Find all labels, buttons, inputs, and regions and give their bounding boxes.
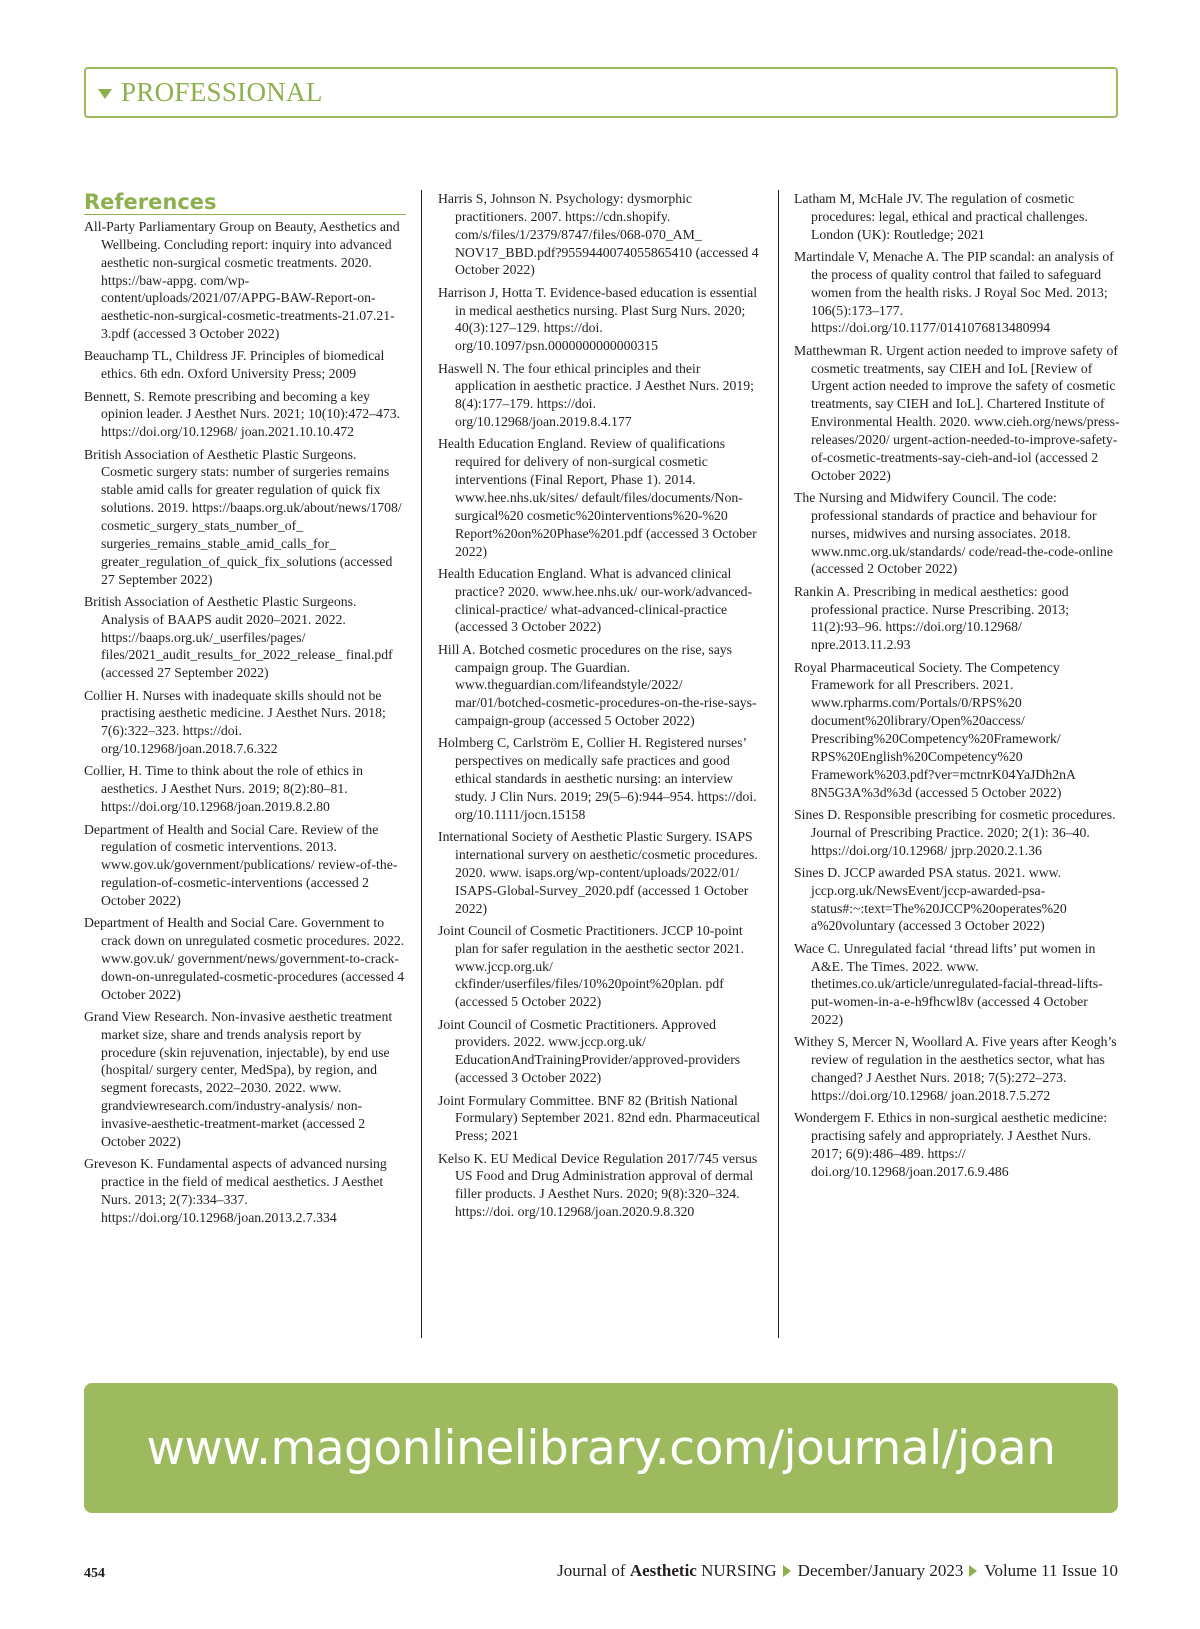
reference-entry: Sines D. JCCP awarded PSA status. 2021. www. jccp.org.uk/NewsEvent/jccp-awarded-psa-status#:~:text=The%20JCCP%20operates%20 a%20voluntary (accessed 3 October 2022)	[794, 864, 1067, 934]
triangle-right-icon	[783, 1565, 791, 1577]
reference-column-3	[794, 190, 1120, 1185]
reference-entry: Collier, H. Time to think about the role of ethics in aesthetics. J Aesthet Nurs. 2019; 8(2):80–81. https://doi.org/10.12968/joan.2019.8.2.80	[84, 763, 364, 815]
reference-entry: Holmberg C, Carlström E, Collier H. Registered nurses’ perspectives on medically safe practices and good ethical standards in aesthetic nursing: an interview study. J Clin Nurs. 2019; 29(5–6):944–954. https://doi. org/10.1111/jocn.15158	[438, 735, 757, 822]
page-number: 454	[84, 1566, 105, 1581]
reference-entry: Rankin A. Prescribing in medical aesthetics: good professional practice. Nurse Prescribing. 2013; 11(2):93–96. https://doi.org/10.12968/ npre.2013.11.2.93	[794, 583, 1070, 653]
reference-entry: Joint Council of Cosmetic Practitioners. Approved providers. 2022. www.jccp.org.uk/ EducationAndTrainingProvider/approved-providers (accessed 3 October 2022)	[438, 1016, 741, 1086]
journal-footer	[557, 1561, 1118, 1581]
reference-entry: Sines D. Responsible prescribing for cosmetic procedures. Journal of Prescribing Practice. 2020; 2(1): 36–40. https://doi.org/10.12968/ jprp.2020.2.1.36	[794, 806, 1116, 858]
reference-entry: Bennett, S. Remote prescribing and becoming a key opinion leader. J Aesthet Nurs. 2021; 10(10):472–473. https://doi.org/10.12968/ joan.2021.10.10.472	[84, 388, 401, 440]
reference-column-2	[438, 190, 764, 1225]
reference-entry: British Association of Aesthetic Plastic Surgeons. Cosmetic surgery stats: number of surgeries remains stable amid calls for greater regulation of quick fix solutions. 2019. https://baaps.org.uk/about/news/1708/ cosmetic_surgery_stats_number_of_ surgeries_remains_stable_amid_calls_for_ greater_regulation_of_quick_fix_solutions (accessed 27 September 2022)	[84, 446, 402, 587]
reference-entry: Beauchamp TL, Childress JF. Principles of biomedical ethics. 6th edn. Oxford University Press; 2009	[84, 348, 385, 382]
triangle-down-icon	[98, 89, 112, 99]
journal-url-banner	[84, 1383, 1118, 1513]
reference-entry: Wace C. Unregulated facial ‘thread lifts’ put women in A&E. The Times. 2022. www. thetimes.co.uk/article/unregulated-facial-thread-lifts-put-women-in-a-e-h9fhcwl8v (accessed 4 October 2022)	[794, 940, 1103, 1028]
reference-entry: Haswell N. The four ethical principles and their application in aesthetic practice. J Aesthet Nurs. 2019; 8(4):177–179. https://doi. org/10.12968/joan.2019.8.4.177	[438, 360, 754, 430]
reference-entry: Joint Council of Cosmetic Practitioners. JCCP 10-point plan for safer regulation in the aesthetic sector 2021. www.jccp.org.uk/ ckfinder/userfiles/files/10%20point%20plan. pdf (accessed 5 October 2022)	[438, 922, 745, 1010]
reference-column-1	[84, 218, 406, 1231]
reference-entry: Kelso K. EU Medical Device Regulation 2017/745 versus US Food and Drug Administration approval of dermal filler products. J Aesthet Nurs. 2020; 9(8):320–324. https://doi. org/10.12968/joan.2020.9.8.320	[438, 1150, 758, 1220]
volume-issue: Volume 11 Issue 10	[984, 1561, 1118, 1580]
reference-entry: Health Education England. What is advanced clinical practice? 2020. www.hee.nhs.uk/ our-work/advanced-clinical-practice/ what-advanced-clinical-practice (accessed 3 October 2022)	[438, 565, 753, 635]
reference-entry: The Nursing and Midwifery Council. The code: professional standards of practice and behaviour for nurses, midwives and nursing associates. 2018. www.nmc.org.uk/standards/ code/read-the-code-online (accessed 2 October 2022)	[794, 490, 1114, 577]
reference-entry: Matthewman R. Urgent action needed to improve safety of cosmetic treatments, say CIEH and IoL [Review of Urgent action needed to improve the safety of cosmetic treatments, say CIEH and IoL]. Chartered Institute of Environmental Health. 2020. www.cieh.org/news/press-releases/2020/ urgent-action-needed-to-improve-safety-of-cosmetic-treatments-say-cieh-and-iol (accessed 2 October 2022)	[794, 342, 1120, 483]
reference-entry: Department of Health and Social Care. Review of the regulation of cosmetic interventions. 2013. www.gov.uk/government/publications/ review-of-the-regulation-of-cosmetic-interventions (accessed 2 October 2022)	[84, 821, 398, 908]
section-header	[84, 67, 1118, 118]
references-heading: References	[84, 190, 406, 215]
reference-entry: Latham M, McHale JV. The regulation of cosmetic procedures: legal, ethical and practical challenges. London (UK): Routledge; 2021	[794, 191, 1088, 242]
reference-entry: Collier H. Nurses with inadequate skills should not be practising aesthetic medicine. J Aesthet Nurs. 2018; 7(6):322–323. https://doi. org/10.12968/joan.2018.7.6.322	[84, 687, 386, 757]
reference-entry: Grand View Research. Non-invasive aesthetic treatment market size, share and trends analysis report by procedure (skin rejuvenation, injectable), by end use (hospital/ surgery center, MedSpa), by region, and segment forecasts, 2022–2030. 2022. www. grandviewresearch.com/industry-analysis/ non-invasive-aesthetic-treatment-market (accessed 2 October 2022)	[84, 1008, 393, 1149]
reference-entry: Greveson K. Fundamental aspects of advanced nursing practice in the field of medical aesthetics. J Aesthet Nurs. 2013; 2(7):334–337. https://doi.org/10.12968/joan.2013.2.7.334	[84, 1156, 387, 1225]
column-divider	[778, 190, 779, 1338]
reference-entry: International Society of Aesthetic Plastic Surgery. ISAPS international survery on aesthetic/cosmetic procedures. 2020. www. isaps.org/wp-content/uploads/2022/01/ ISAPS-Global-Survey_2020.pdf (accessed 1 October 2022)	[438, 829, 758, 916]
journal-url[interactable]: www.magonlinelibrary.com/journal/joan	[146, 1420, 1056, 1476]
reference-entry: British Association of Aesthetic Plastic Surgeons. Analysis of BAAPS audit 2020–2021. 2022. https://baaps.org.uk/_userfiles/pages/ files/2021_audit_results_for_2022_release_ final.pdf (accessed 27 September 2022)	[84, 593, 393, 681]
journal-title-prefix: Journal of	[557, 1561, 630, 1580]
reference-entry: Withey S, Mercer N, Woollard A. Five years after Keogh’s review of regulation in the aesthetics sector, what has changed? J Aesthet Nurs. 2018; 7(5):272–273. https://doi.org/10.12968/ joan.2018.7.5.272	[794, 1034, 1117, 1103]
journal-title-bold: Aesthetic	[629, 1561, 697, 1580]
journal-title-suffix: NURSING	[696, 1561, 777, 1580]
reference-entry: Harrison J, Hotta T. Evidence-based education is essential in medical aesthetics nursing. Plast Surg Nurs. 2020; 40(3):127–129. https://doi. org/10.1097/psn.0000000000000315	[438, 284, 758, 354]
reference-entry: Martindale V, Menache A. The PIP scandal: an analysis of the process of quality control that failed to safeguard women from the health risks. J Royal Soc Med. 2013; 106(5):173–177. https://doi.org/10.1177/0141076813480994	[794, 249, 1114, 336]
reference-entry: Joint Formulary Committee. BNF 82 (British National Formulary) September 2021. 82nd edn. Pharmaceutical Press; 2021	[438, 1092, 761, 1144]
triangle-right-icon	[969, 1565, 977, 1577]
reference-entry: Health Education England. Review of qualifications required for delivery of non-surgical cosmetic interventions (Final Report, Phase 1). 2014. www.hee.nhs.uk/sites/ default/files/documents/Non-surgical%20 cosmetic%20interventions%20-%20 Report%20on%20Phase%201.pdf (accessed 3 October 2022)	[438, 436, 757, 559]
reference-entry: Department of Health and Social Care. Government to crack down on unregulated cosmetic procedures. 2022. www.gov.uk/ government/news/government-to-crack-down-on-unregulated-cosmetic-procedures (accessed 4 October 2022)	[84, 915, 405, 1002]
reference-entry: Harris S, Johnson N. Psychology: dysmorphic practitioners. 2007. https://cdn.shopify. com/s/files/1/2379/8747/files/068-070_AM_ NOV17_BBD.pdf?9559440074055865410 (accessed 4 October 2022)	[438, 191, 759, 278]
reference-entry: Hill A. Botched cosmetic procedures on the rise, says campaign group. The Guardian. www.theguardian.com/lifeandstyle/2022/ mar/01/botched-cosmetic-procedures-on-the-rise-says-campaign-group (accessed 5 October 2022)	[438, 641, 757, 729]
reference-entry: All-Party Parliamentary Group on Beauty, Aesthetics and Wellbeing. Concluding report: inquiry into advanced aesthetic non-surgical cosmetic treatments. 2020. https://baw-appg. com/wp-content/uploads/2021/07/APPG-BAW-Report-on-aesthetic-non-surgical-cosmetic-treatments-21.07.21-3.pdf (accessed 3 October 2022)	[84, 219, 400, 342]
section-label: PROFESSIONAL	[121, 77, 323, 107]
reference-entry: Wondergem F. Ethics in non-surgical aesthetic medicine: practising safely and appropriately. J Aesthet Nurs. 2017; 6(9):486–489. https:// doi.org/10.12968/joan.2017.6.9.486	[794, 1110, 1108, 1179]
reference-entry: Royal Pharmaceutical Society. The Competency Framework for all Prescribers. 2021. www.rpharms.com/Portals/0/RPS%20 document%20library/Open%20access/ Prescribing%20Competency%20Framework/ RPS%20English%20Competency%20 Framework%203.pdf?ver=mctnrK04YaJDh2nA 8N5G3A%3d%3d (accessed 5 October 2022)	[794, 659, 1076, 800]
column-divider	[421, 190, 422, 1338]
issue-date: December/January 2023	[797, 1561, 964, 1580]
